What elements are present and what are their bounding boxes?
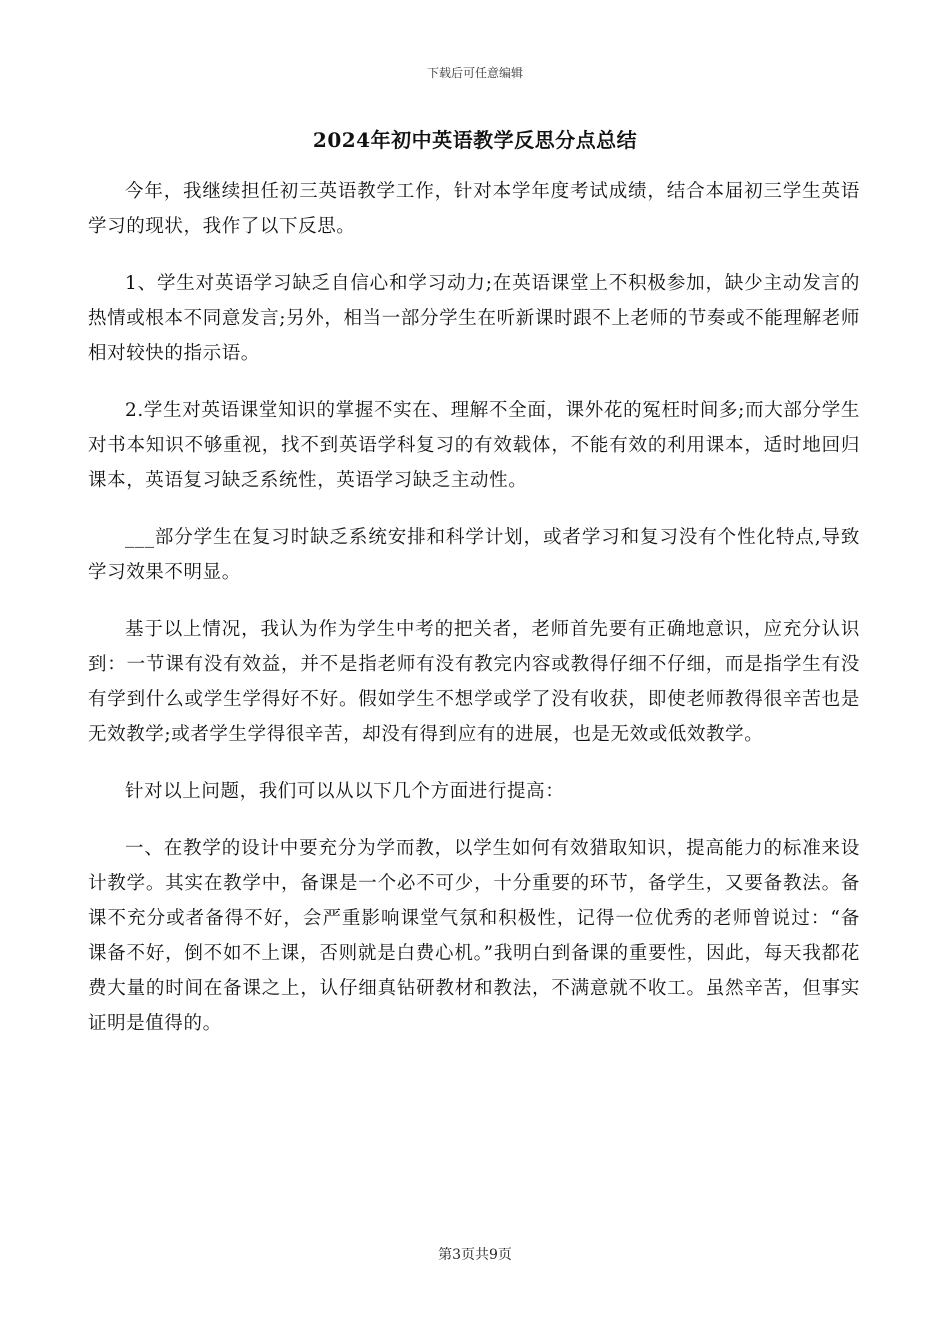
paragraph-point-2: 2.学生对英语课堂知识的掌握不实在、理解不全面，课外花的冤枉时间多;而大部分学生对书本知识不够重视，找不到英语学科复习的有效载体，不能有效的利用课本，适时地回归课本，英语复习缺乏系统性，英语学习缺乏主动性。 xyxy=(88,400,860,491)
paragraph-analysis: 基于以上情况，我认为作为学生中考的把关者，老师首先要有正确地意识，应充分认识到：一节课有没有效益，并不是指老师有没有教完内容或教得仔细不仔细，而是指学生有没有学到什么或学生学得好不好。假如学生不想学或学了没有收获，即使老师教得很辛苦也是无效教学;或者学生学得很辛苦，却没有得到应有的进展，也是无效或低效教学。 xyxy=(88,619,860,745)
document-title: 2024年初中英语教学反思分点总结 xyxy=(312,128,638,152)
page-number: 第3页共9页 xyxy=(438,1247,512,1263)
paragraph-point-1: 1、学生对英语学习缺乏自信心和学习动力;在英语课堂上不积极参加，缺少主动发言的热情或根本不同意发言;另外，相当一部分学生在听新课时跟不上老师的节奏或不能理解老师相对较快的指示语。 xyxy=(88,273,860,364)
paragraph-point-3: ___部分学生在复习时缺乏系统安排和科学计划，或者学习和复习没有个性化特点,导致学习效果不明显。 xyxy=(88,527,860,583)
document-body xyxy=(88,174,860,1063)
paragraph-intro: 今年，我继续担任初三英语教学工作，针对本学年度考试成绩，结合本届初三学生英语学习的现状，我作了以下反思。 xyxy=(88,181,860,237)
header-note: 下载后可任意编辑 xyxy=(426,66,523,80)
paragraph-measure-1: 一、在教学的设计中要充分为学而教，以学生如何有效猎取知识，提高能力的标准来设计教学。其实在教学中，备课是一个必不可少，十分重要的环节，备学生，又要备教法。备课不充分或者备得不好，会严重影响课堂气氛和积极性，记得一位优秀的老师曾说过：“备课备不好，倒不如不上课，否则就是白费心机。”我明白到备课的重要性，因此，每天我都花费大量的时间在备课之上，认仔细真钻研教材和教法，不满意就不收工。虽然辛苦，但事实证明是值得的。 xyxy=(88,838,860,1034)
paragraph-transition: 针对以上问题，我们可以从以下几个方面进行提高： xyxy=(125,781,565,802)
